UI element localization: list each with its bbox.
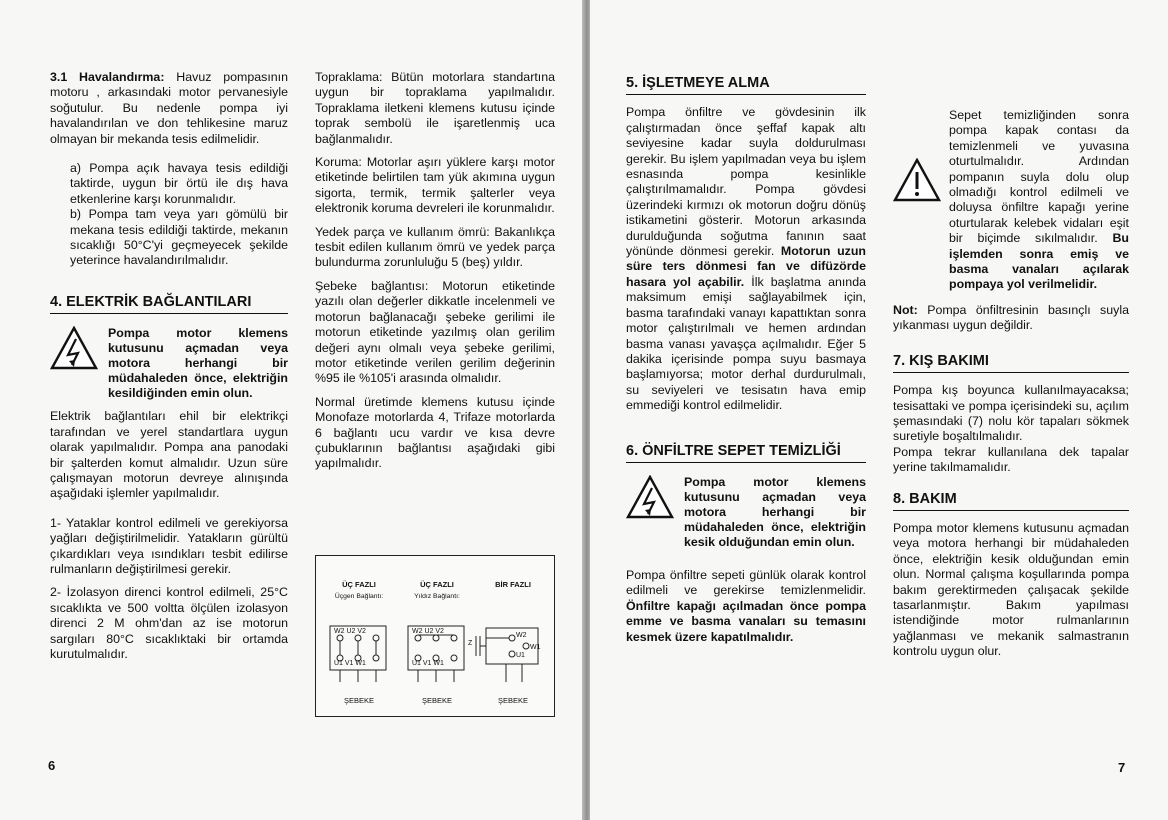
note-paragraph xyxy=(893,303,1129,334)
right-column-2 xyxy=(893,108,1129,668)
elektrik-paragraph: Elektrik bağlantıları ehil bir elektrikçi tarafından ve yerel standartlara uygun olarak yapılmalıdır. Pompa ana panodaki bir şalterden komut almalıdır. Uzun süre çalışmayan motorun devreye alınışında aşağıdaki işlemler yapılmalıdır. xyxy=(50,409,288,501)
kis-paragraph-2: Pompa tekrar kullanılana dek tapalar yerine takılmamalıdır. xyxy=(893,444,1129,475)
left-column-1 xyxy=(50,70,288,670)
star-network-label: ŞEBEKE xyxy=(421,696,452,705)
topraklama-paragraph: Topraklama: Bütün motorlara standartına uygun bir topraklama yapılmalıdır. Topraklama iletkeni klemens kutusu içinde toprak sembolü ile işaretlenmiş uca bağlanmalıdır. xyxy=(315,70,555,146)
note-text: Pompa önfiltresinin basınçlı suyla yıkanması uygun değildir. xyxy=(893,302,1129,333)
section-7-heading: 7. KIŞ BAKIMI xyxy=(893,354,1129,373)
star-title: ÜÇ FAZLI xyxy=(420,580,454,589)
item-2: 2- İzolasyon direnci kontrol edilmeli, 25°C sıcaklıkta ve 500 voltta ölçülen izolasyon direnci 2 M ohm'dan az ise motorun sargıları 80°C sıcaklıktaki bir ortamda kurutulmalıdır. xyxy=(50,585,288,661)
warning-icon-2 xyxy=(626,475,674,523)
normal-uretim-paragraph: Normal üretimde klemens kutusu içinde Monofaze motorlarda 4, Trifaze motorlarda 6 bağlantı ucu vardır ve kısa devre çubuklarının bağlantısı aşağıdaki gibi yapılmalıdır. xyxy=(315,394,555,471)
warning-block-6 xyxy=(626,475,866,550)
havalandirma-lead: 3.1 Havalandırma: xyxy=(50,70,165,84)
delta-bottom-terminals: U1 V1 W1 xyxy=(334,660,366,667)
sepet-bold: Bu işlemden sonra emiş ve basma vanaları açılarak pompaya yol verilmelidir. xyxy=(949,231,1129,292)
onfiltre-bold: Önfiltre kapağı açılmadan önce pompa emme ve basma vanaları su temasını kesmek üzere kapatılmalıdır. xyxy=(626,598,866,644)
yedek-parca-paragraph: Yedek parça ve kullanım ömrü: Bakanlıkça tesbit edilen kullanım ömrü ve yedek parça bulundurma zorunluluğu 5 (beş) yıldır. xyxy=(315,224,555,270)
isletme-text-2: İlk başlatma anında maksimum emişi sağlayabilmek için, basma tarafındaki vanayı kapattıktan sonra motor çalıştırılmalı ve hemen ardından basma vanası yavaşça açılmalıdır. Eğer 5 dakika içerisinde pompa suyu basmaya başlamıyorsa; motor derhal durdurulmalı, su seviyeleri ve tesisatın hava emip emmediği kontrol edilmelidir. xyxy=(626,274,866,413)
mono-w1-label: W1 xyxy=(530,644,541,651)
page-number-right: 7 xyxy=(1118,760,1126,775)
sebeke-paragraph: Şebeke bağlantısı: Motorun etiketinde yazılı olan değerler dikkatle incelenmeli ve motorun bağlanacağı şebeke gerilimi ile motorun etiketinde yazılmış olan gerilim değeri aynı olmalı veya şebeke gerilimi, motor etiketinde verilen gerilim değerinin %95 ile %105'i arasında olmalıdır. xyxy=(315,278,555,386)
sepet-block xyxy=(893,108,1129,293)
onfiltre-paragraph xyxy=(626,568,866,645)
koruma-paragraph: Koruma: Motorlar aşırı yüklere karşı motor etiketinde belirtilen tam yük akımına uygun sigorta, termik, termik şalterler veya elektronik koruma devreleri ile korunmalıdır. xyxy=(315,155,555,216)
section-6-heading: 6. ÖNFİLTRE SEPET TEMİZLİĞİ xyxy=(626,444,866,463)
item-b: b) Pompa tam veya yarı gömülü bir mekana tesis edildiği taktirde, mekanın sıcaklığı 50°C'yi geçmeyecek şekilde yeterince havalandırılmalıdır. xyxy=(70,207,288,268)
havalandirma-items xyxy=(50,161,288,269)
warning-text-6: Pompa motor klemens kutusunu açmadan veya motora herhangi bir müdahaleden önce, elektriğin kesik olduğundan emin olun. xyxy=(684,474,866,549)
star-bottom-terminals: U1 V1 W1 xyxy=(412,660,444,667)
isletme-bold: Motorun uzun süre ters dönmesi fan ve difüzörde hasara yol açabilir. xyxy=(626,244,866,289)
mono-network-label: ŞEBEKE xyxy=(497,696,528,705)
onfiltre-text: Pompa önfiltre sepeti günlük olarak kontrol edilmeli ve gerekirse temizlenmelidir. xyxy=(626,567,866,598)
item-a: a) Pompa açık havaya tesis edildiği taktirde, uygun bir örtü ile dış hava etkenlerine karşı korunmalıdır. xyxy=(70,161,288,206)
page-number-left: 6 xyxy=(48,758,56,773)
right-page xyxy=(590,0,1168,820)
sepet-text: Sepet temizliğinden sonra pompa kapak contası da temizlenmeli ve yuvasına oturtulmalıdır. Ardından pompanın suyla dolu olup olmadığı kontrol edilmeli ve doluysa önfiltre kapağı yerine oturtularak kelebek vidaları eşit bir biçimde sıkılmalıdır. xyxy=(949,108,1129,246)
wiring-diagram xyxy=(315,555,555,717)
isletme-paragraph xyxy=(626,105,866,413)
section-8-heading: 8. BAKIM xyxy=(893,492,1129,511)
warning-icon xyxy=(50,326,98,374)
sepet-paragraph xyxy=(949,108,1129,293)
section-4-heading: 4. ELEKTRİK BAĞLANTILARI xyxy=(50,295,288,314)
mono-title: BİR FAZLI xyxy=(495,580,531,589)
delta-title: ÜÇ FAZLI xyxy=(342,580,376,589)
mono-w2-label: W2 xyxy=(516,632,527,639)
mono-u1-label: U1 xyxy=(516,652,525,659)
left-column-2 xyxy=(315,70,555,480)
warning-block-4 xyxy=(50,326,288,401)
isletme-text: Pompa önfiltre ve gövdesinin ilk çalıştırmadan önce şeffaf kapak altı seviyesine kadar suyla doldurulması gerekir. Bu işlem yapılmadan veya bu işlem esnasında pompa kesinlikle çalıştırılmamalıdır. Pompa gövdesi üzerindeki kırmızı ok motorun doğru dönüş istikametini gösterir. Motorun arkasında durulduğunda soğutma fanının saat yönünde dönmesi gerekir. xyxy=(626,105,866,259)
warning-icon-3 xyxy=(893,158,941,293)
havalandirma-text: Havuz pompasının motoru , arkasındaki motor pervanesiyle soğutulur. Bu nedenle pompa iyi havalandırılan ve don tehlikesine maruz olmayan bir mekanda tesis edilmelidir. xyxy=(50,70,288,146)
note-lead: Not: xyxy=(893,302,918,317)
delta-top-terminals: W2 U2 V2 xyxy=(334,628,366,635)
mono-z-label: Z xyxy=(468,640,473,647)
item-1: 1- Yataklar kontrol edilmeli ve gerekiyorsa yağları değiştirilmelidir. Yatakların gürültü çıkardıkları veya ısındıkları tesbit edilirse rulmanların değiştirilmesi gerekir. xyxy=(50,515,288,576)
bakim-paragraph: Pompa motor klemens kutusunu açmadan veya motora herhangi bir müdahaleden önce, elektriğin kesik olduğundan emin olun. Normal çalışma koşullarında pompa bakım gerektirmeden çalışacak şekilde tasarlanmıştır. Bakım yapılması istendiğinde motor rulmanlarının yağlanması ve mekanik salmastranın kontrolu uygun olur. xyxy=(893,520,1129,659)
kis-paragraph: Pompa kış boyunca kullanılmayacaksa; tesisattaki ve pompa içerisindeki su, açılım şemasındaki (7) nolu kör tapaları sökmek suretiyle boşaltılmalıdır. xyxy=(893,383,1129,444)
delta-network-label: ŞEBEKE xyxy=(343,696,374,705)
right-column-1 xyxy=(626,76,866,653)
havalandirma-paragraph xyxy=(50,70,288,147)
warning-text-4: Pompa motor klemens kutusunu açmadan veya motora herhangi bir müdahaleden önce, elektriğin kesildiğinden emin olun. xyxy=(108,326,288,401)
star-subtitle: Yıldız Bağlantı: xyxy=(414,593,460,600)
star-top-terminals: W2 U2 V2 xyxy=(412,628,444,635)
section-5-heading: 5. İŞLETMEYE ALMA xyxy=(626,76,866,95)
delta-subtitle: Üçgen Bağlantı: xyxy=(334,593,384,600)
